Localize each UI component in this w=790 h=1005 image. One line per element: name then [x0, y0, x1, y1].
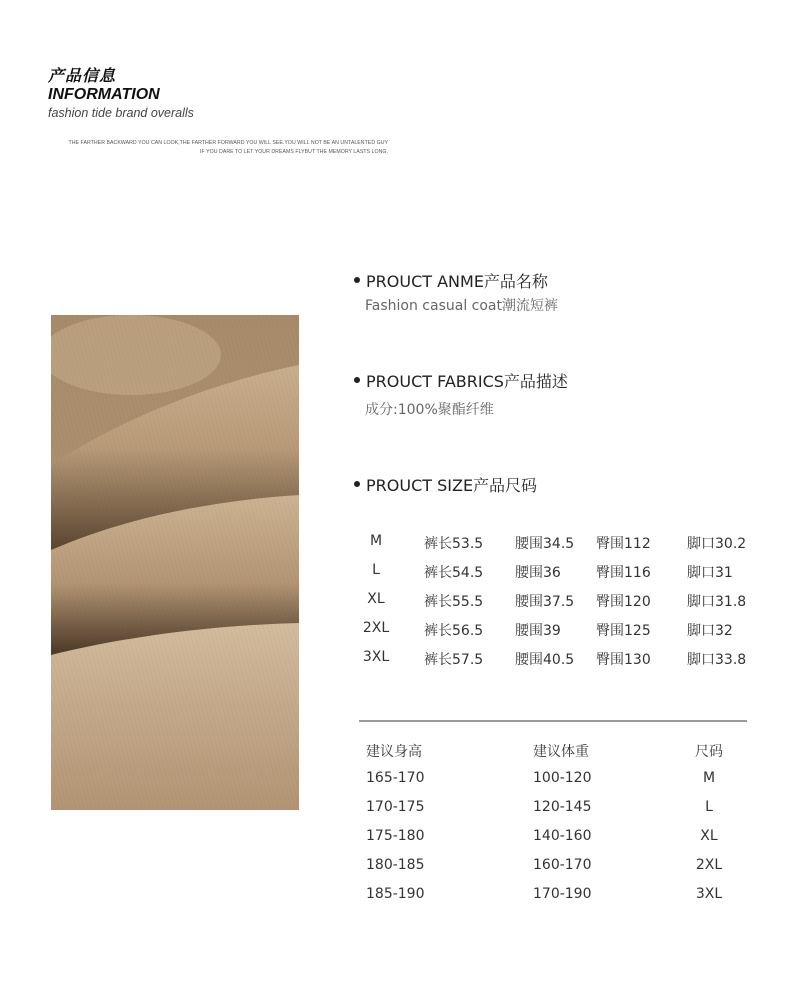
bullet-icon — [354, 277, 360, 283]
tagline — [48, 139, 388, 157]
leg-opening-cell: 脚口31.8 — [687, 594, 747, 610]
tagline-line-2: IF YOU DARE TO LET YOUR DREAMS FLYBUT THE MEMORY LASTS LONG. — [200, 149, 388, 155]
header-title-en: INFORMATION — [48, 86, 160, 103]
waist-cell: 腰围36 — [515, 565, 561, 581]
bullet-icon — [354, 481, 360, 487]
weight-cell: 100-120 — [533, 770, 592, 786]
size-cell: 3XL — [362, 649, 390, 665]
tagline-line-1: THE FARTHER BACKWARD YOU CAN LOOK,THE FARTHER FORWARD YOU WILL SEE.YOU WILL NOT BE AN UNTALENTED GUY — [68, 140, 388, 146]
product-fabric-value: 成分:100%聚酯纤维 — [365, 402, 494, 418]
waist-cell: 腰围40.5 — [515, 652, 575, 668]
hip-cell: 臀围116 — [596, 565, 651, 581]
height-header: 建议身高 — [366, 744, 422, 760]
size-cell: 3XL — [695, 886, 723, 902]
height-cell: 175-180 — [366, 828, 425, 844]
length-cell: 裤长56.5 — [424, 623, 484, 639]
waist-cell: 腰围39 — [515, 623, 561, 639]
weight-header: 建议体重 — [533, 744, 589, 760]
hip-cell: 臀围112 — [596, 536, 651, 552]
bullet-icon — [354, 377, 360, 383]
size-cell: XL — [367, 591, 385, 607]
weight-cell: 140-160 — [533, 828, 592, 844]
leg-opening-cell: 脚口30.2 — [687, 536, 747, 552]
height-cell: 180-185 — [366, 857, 425, 873]
product-name-label: PROUCT ANME产品名称 — [354, 269, 548, 292]
product-name-value: Fashion casual coat潮流短裤 — [365, 298, 558, 314]
height-cell: 170-175 — [366, 799, 425, 815]
size-cell: XL — [700, 828, 718, 844]
length-cell: 裤长55.5 — [424, 594, 484, 610]
waist-cell: 腰围37.5 — [515, 594, 575, 610]
size-cell: M — [702, 770, 716, 786]
header-subtitle: fashion tide brand overalls — [48, 106, 194, 120]
divider — [359, 720, 747, 722]
hip-cell: 臀围125 — [596, 623, 651, 639]
waist-cell: 腰围34.5 — [515, 536, 575, 552]
weight-cell: 170-190 — [533, 886, 592, 902]
hip-cell: 臀围130 — [596, 652, 651, 668]
weight-cell: 120-145 — [533, 799, 592, 815]
size-cell: 2XL — [362, 620, 390, 636]
leg-opening-cell: 脚口31 — [687, 565, 733, 581]
header-title-cn: 产品信息 — [48, 66, 117, 85]
size-cell: L — [705, 799, 713, 815]
leg-opening-cell: 脚口33.8 — [687, 652, 747, 668]
length-cell: 裤长57.5 — [424, 652, 484, 668]
leg-opening-cell: 脚口32 — [687, 623, 733, 639]
length-cell: 裤长53.5 — [424, 536, 484, 552]
weight-cell: 160-170 — [533, 857, 592, 873]
size-header: 尺码 — [695, 744, 723, 760]
hip-cell: 臀围120 — [596, 594, 651, 610]
height-cell: 185-190 — [366, 886, 425, 902]
height-cell: 165-170 — [366, 770, 425, 786]
fabric-texture-photo — [51, 315, 299, 810]
product-fabric-label: PROUCT FABRICS产品描述 — [354, 369, 568, 392]
length-cell: 裤长54.5 — [424, 565, 484, 581]
product-size-label: PROUCT SIZE产品尺码 — [354, 473, 537, 496]
size-cell: M — [369, 533, 383, 549]
size-cell: 2XL — [695, 857, 723, 873]
size-cell: L — [372, 562, 380, 578]
